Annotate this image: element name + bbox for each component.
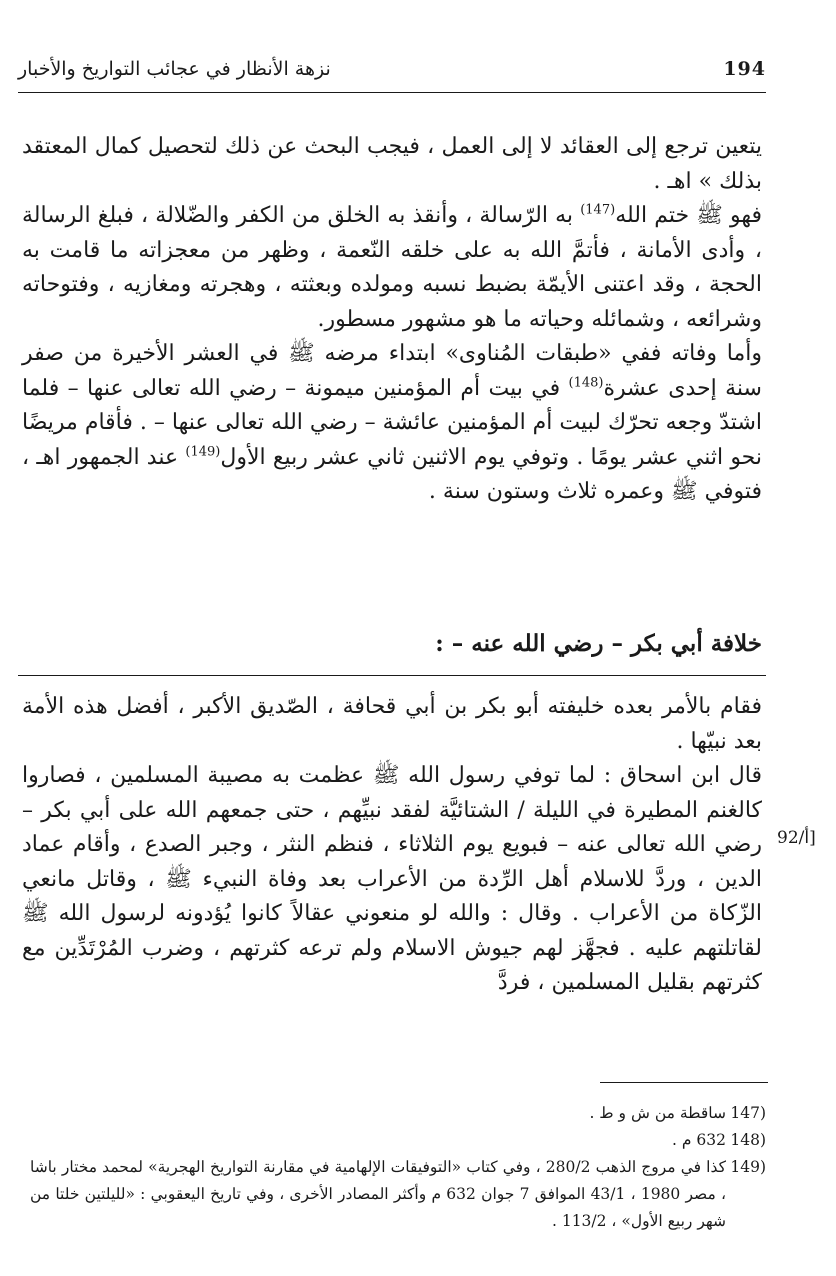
page-number: 194: [723, 58, 766, 80]
paragraph: قال ابن اسحاق : لما توفي رسول الله ﷺ عظمت به مصيبة المسلمين ، فصاروا كالغنم المطيرة في الليلة / الشتائيَّة لفقد نبيِّهم ، حتى جمعهم الله على أبي بكر – رضي الله تعالى عنه – فبويع يوم الثلاثاء ، فنظم النثر ، وجبر الصدع ، وأقام عماد الدين ، وردَّ للاسلام أهل الرِّدة من الأعراب بعد وفاة النبيء ﷺ ، وقاتل مانعي الزّكاة من الأعراب . وقال : والله لو منعوني عقالاً كانوا يُؤدونه لرسول الله ﷺ لقاتلتهم عليه . فجهَّز لهم جيوش الاسلام ولم ترعه كثرتهم ، وضرب المُرْتَدِّين مع كثرتهم بقليل المسلمين ، فردَّ: [22, 763, 762, 995]
footnote-number: (149: [730, 1158, 766, 1176]
paragraph: يتعين ترجع إلى العقائد لا إلى العمل ، فيجب البحث عن ذلك لتحصيل كمال المعتقد بذلك » اهـ .: [22, 134, 762, 194]
footnote-ref: (148): [568, 375, 604, 391]
footnote-text: 632 م .: [672, 1131, 726, 1149]
text-run: عند الجمهور اهـ ، فتوفي ﷺ وعمره ثلاث وستون سنة .: [22, 444, 762, 504]
footnote-text: كذا في مروج الذهب 280/2 ، وفي كتاب «التوفيقات الإلهامية في مقارنة التواريخ الهجرية» لمحمد مختار باشا ، مصر 1980 ، 43/1 الموافق 7 جوان 632 م وأكثر المصادر الأخرى ، وفي تاريخ اليعقوبي : «لليلتين خلتا من شهر ربيع الأول» ، 113/2 .: [30, 1158, 727, 1230]
paragraph: [22, 199, 762, 337]
section-heading: خلافة أبي بكر – رضي الله عنه – :: [435, 630, 762, 657]
footnote-ref: (147): [580, 202, 616, 218]
footnote-ref: (149): [185, 444, 221, 460]
paragraph: فقام بالأمر بعده خليفته أبو بكر بن أبي قحافة ، الصّديق الأكبر ، أفضل هذه الأمة بعد نبيّها .: [22, 694, 762, 754]
footnote-text: ساقطة من ش و ط .: [589, 1104, 726, 1122]
footnote-number: (147: [730, 1104, 766, 1122]
text-run: فهو ﷺ ختم الله: [615, 203, 762, 228]
footnotes: [30, 1100, 766, 1235]
text-run: وأما وفاته ففي «طبقات المُناوى» ابتداء مرضه ﷺ في العشر الأخيرة من صفر سنة إحدى عشرة: [22, 341, 762, 401]
footnote-number: (148: [730, 1131, 766, 1149]
page-header: [18, 58, 766, 93]
text-run: في بيت أم المؤمنين ميمونة – رضي الله تعالى عنها – فلما اشتدّ وجعه تحرّك لبيت أم المؤمنين عائشة – رضي الله تعالى عنها – . فأقام مريضًا نحو اثني عشر يومًا . وتوفي يوم الاثنين ثاني عشر ربيع الأول: [22, 375, 763, 470]
section-divider: [18, 675, 766, 676]
footnote: [30, 1100, 766, 1127]
running-title: نزهة الأنظار في عجائب التواريخ والأخبار: [18, 58, 331, 80]
main-text-section-1: [22, 130, 762, 510]
text-run: به الرّسالة ، وأنقذ به الخلق من الكفر والضّلالة ، فبلغ الرسالة ، وأدى الأمانة ، فأتمَّ الله به على خلقه النّعمة ، وظهر من معجزاته ما قامت به الحجة ، وقد اعتنى الأيمّة بضبط نسبه ومولده وبعثته ، وهجرته ومغازيه ، وفتوحاته وشرائعه ، وشمائله وحياته ما هو مشهور مسطور.: [22, 203, 762, 332]
footnote-divider: [600, 1082, 768, 1083]
margin-folio-note: 92/أ]: [777, 828, 816, 848]
paragraph: [22, 337, 762, 510]
footnote: [30, 1127, 766, 1154]
footnote: [30, 1154, 766, 1235]
main-text-section-2: [22, 690, 762, 1001]
